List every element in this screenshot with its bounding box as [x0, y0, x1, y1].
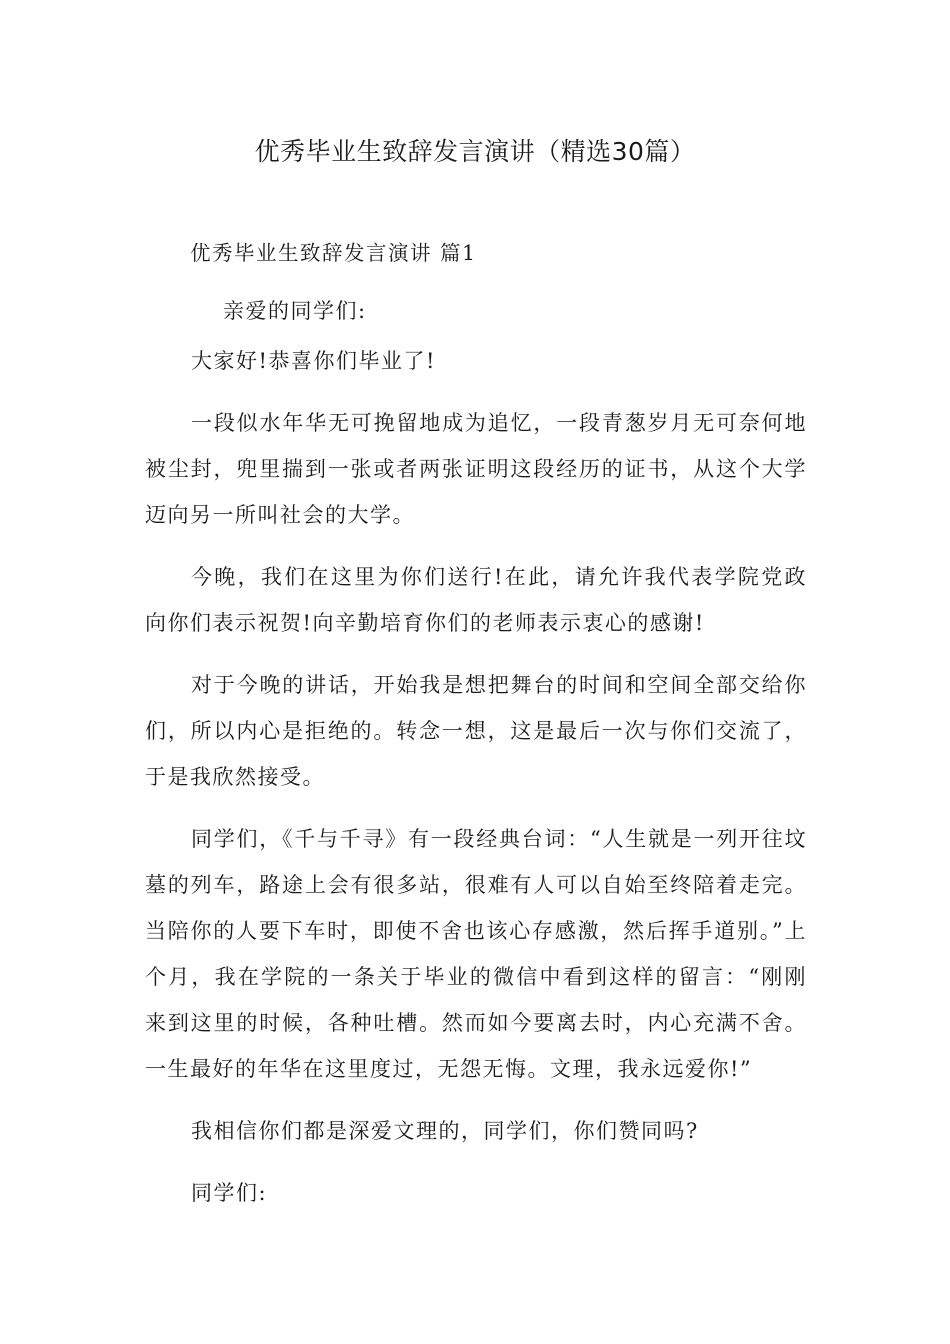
paragraph: 大家好!恭喜你们毕业了!: [191, 349, 436, 373]
section-heading: 优秀毕业生致辞发言演讲 篇1: [190, 241, 477, 265]
paragraph-salutation: 亲爱的同学们:: [223, 299, 367, 323]
paragraph: 今晚，我们在这里为你们送行!在此，请允许我代表学院党政向你们表示祝贺!向辛勤培育你们的老师表示衷心的感谢!: [145, 565, 807, 635]
paragraph: 同学们:: [191, 1181, 268, 1205]
paragraph: 对于今晚的讲话，开始我是想把舞台的时间和空间全部交给你们，所以内心是拒绝的。转念一想，这是最后一次与你们交流了，于是我欣然接受。: [145, 673, 807, 789]
document-body: [145, 288, 807, 1232]
paragraph: 我相信你们都是深爱文理的，同学们，你们赞同吗?: [191, 1119, 699, 1143]
paragraph: 同学们，《千与千寻》有一段经典台词：“人生就是一列开往坟墓的列车，路途上会有很多站，很难有人可以自始至终陪着走完。当陪你的人要下车时，即使不舍也该心存感激，然后挥手道别。”上个月，我在学院的一条关于毕业的微信中看到这样的留言：“刚刚来到这里的时候，各种吐槽。然而如今要离去时，内心充满不舍。一生最好的年华在这里度过，无怨无悔。文理，我永远爱你!”: [145, 827, 807, 1081]
paragraph: 一段似水年华无可挽留地成为追忆，一段青葱岁月无可奈何地被尘封，兜里揣到一张或者两张证明这段经历的证书，从这个大学迈向另一所叫社会的大学。: [145, 411, 807, 527]
document-title: 优秀毕业生致辞发言演讲（精选30篇）: [254, 137, 696, 166]
